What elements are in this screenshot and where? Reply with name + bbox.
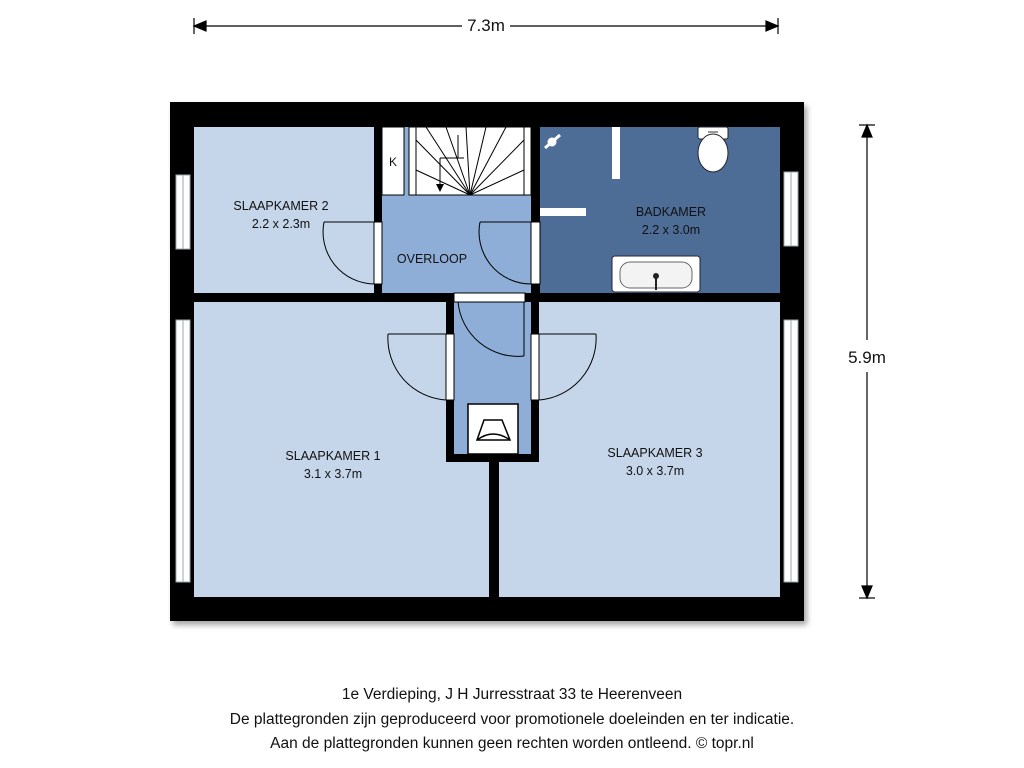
caption-copyright: Aan de plattegronden kunnen geen rechten worden ontleend. © topr.nl xyxy=(270,735,754,752)
room-label-slaapkamer-3: SLAAPKAMER 3 xyxy=(607,446,703,460)
washbasin-icon xyxy=(612,256,700,292)
room-label-badkamer: BADKAMER xyxy=(635,205,707,219)
attic-hatch-icon xyxy=(468,404,518,454)
caption-disclaimer: De plattegronden zijn geproduceerd voor promotionele doeleinden en ter indicatie. xyxy=(229,711,795,728)
toilet-icon xyxy=(698,127,728,172)
room-size-badkamer: 2.2 x 3.0m xyxy=(641,223,701,237)
closet-label: K xyxy=(388,155,398,169)
room-size-slaapkamer-1: 3.1 x 3.7m xyxy=(303,467,363,481)
width-dimension-label: 7.3m xyxy=(467,16,505,35)
room-size-slaapkamer-3: 3.0 x 3.7m xyxy=(625,464,685,478)
caption-address: 1e Verdieping, J H Jurresstraat 33 te Heerenveen xyxy=(341,686,683,703)
room-label-slaapkamer-1: SLAAPKAMER 1 xyxy=(285,449,381,463)
room-label-overloop: OVERLOOP xyxy=(396,252,468,266)
staircase xyxy=(409,127,531,195)
room-size-slaapkamer-2: 2.2 x 2.3m xyxy=(251,217,311,231)
room-label-slaapkamer-2: SLAAPKAMER 2 xyxy=(233,199,329,213)
height-dimension-label: 5.9m xyxy=(848,348,886,367)
